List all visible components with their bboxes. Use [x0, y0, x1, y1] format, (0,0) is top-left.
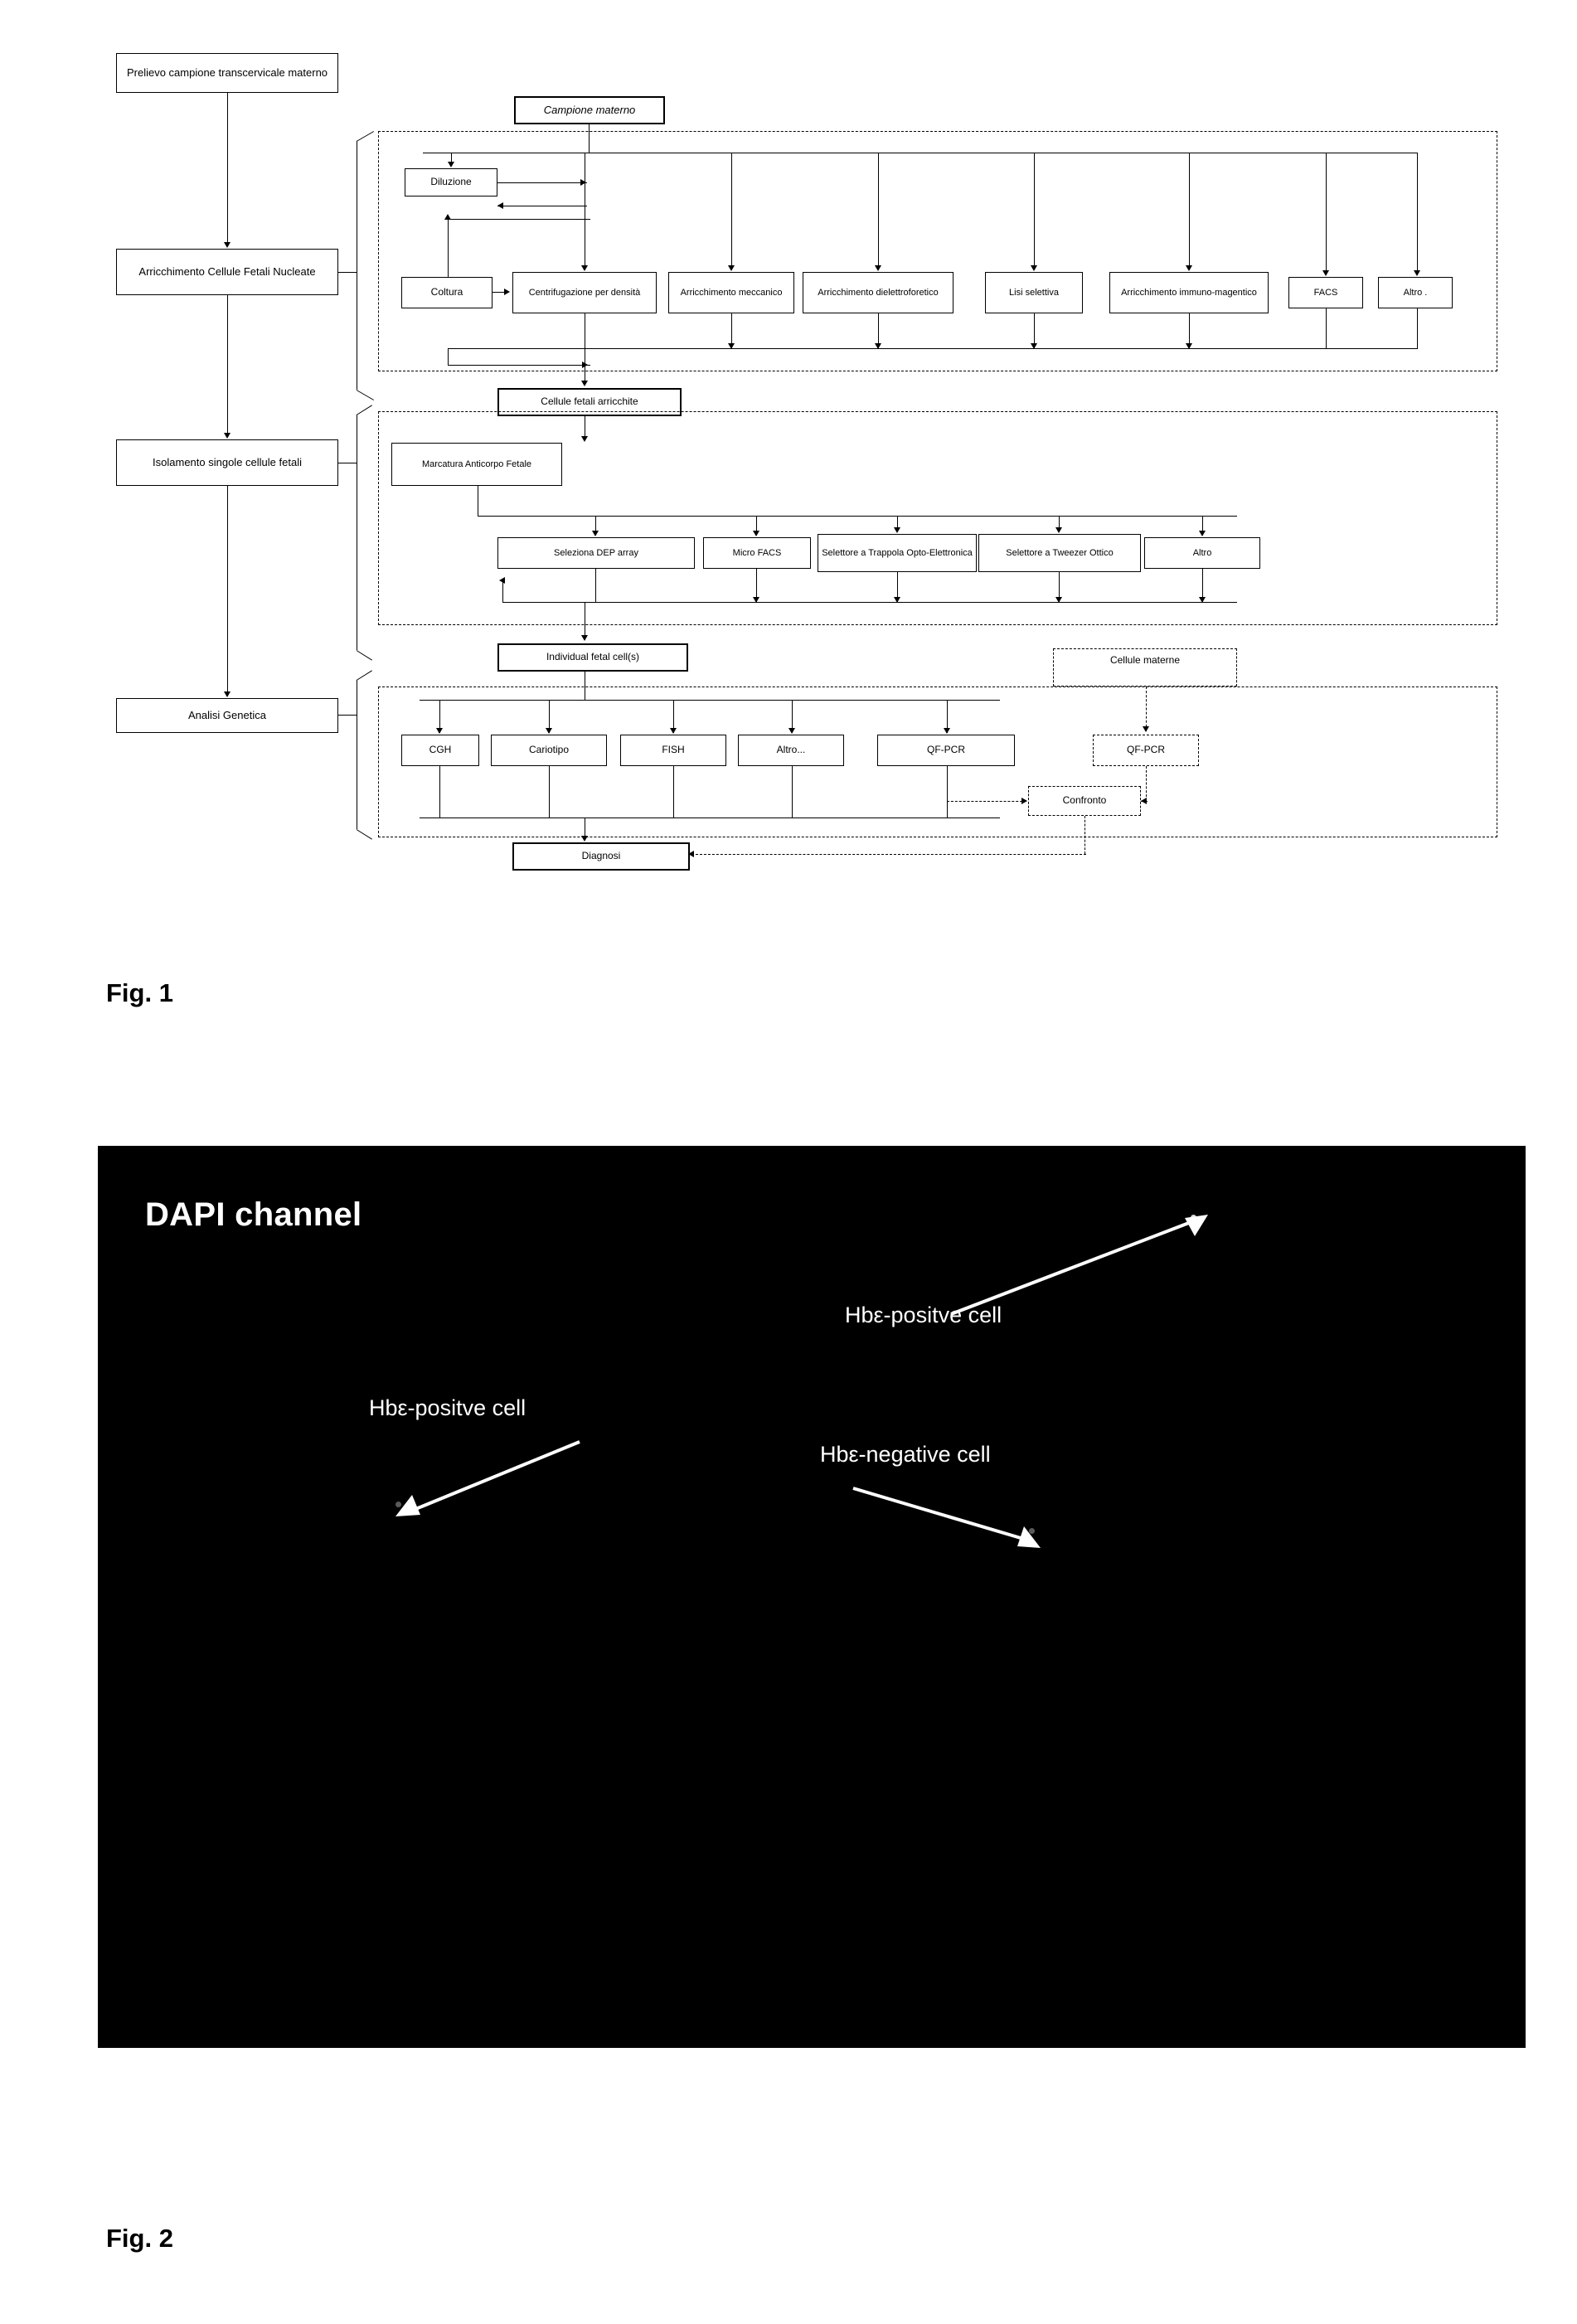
- connector-altro3-down: [792, 766, 793, 818]
- connector-bus-tweezer: [1059, 516, 1060, 527]
- box-qfpcr-maternal: [1093, 735, 1199, 766]
- fig2-dapi-image: [115, 1163, 1508, 2030]
- box-diluzione: [405, 168, 497, 196]
- bracket-stage2-b: [357, 650, 372, 661]
- box-centrifugazione: [512, 272, 657, 313]
- box-arricchimento-immunomagnetico-label: Arricchimento immuno-magentico: [1121, 287, 1257, 298]
- connector-left-1: [227, 93, 228, 242]
- arrowhead-centrif: [581, 265, 588, 271]
- bracket-stage3-top: [338, 715, 357, 716]
- bracket-stage1-a: [357, 131, 374, 142]
- box-coltura: [401, 277, 493, 308]
- arrowhead-mecc-down: [728, 343, 735, 349]
- arrowhead-diel-down: [875, 343, 881, 349]
- connector-dep-down: [595, 569, 596, 602]
- box-campione-materno-label: Campione materno: [543, 103, 636, 116]
- fig2-image-panel: [98, 1146, 1526, 2048]
- connector-qfpcr-down: [947, 766, 948, 818]
- connector-qfpcrmat-down: [1146, 766, 1147, 801]
- arrowhead-left-1: [224, 242, 230, 248]
- box-altro-stage1: [1378, 277, 1453, 308]
- fig2-channel-title: [145, 1196, 361, 1234]
- box-cgh-label: CGH: [429, 744, 452, 756]
- arrowhead-coltura-right: [504, 289, 510, 295]
- connector-stage1-bottom-left-v: [448, 348, 449, 365]
- box-facs-label: FACS: [1313, 287, 1338, 298]
- box-confronto-label: Confronto: [1062, 794, 1107, 807]
- flow-box-arricchimento: [116, 249, 338, 295]
- arrowhead-diel: [875, 265, 881, 271]
- fig2-caption: [106, 2224, 173, 2254]
- connector-confronto-down: [1084, 816, 1085, 854]
- box-arricchimento-meccanico-label: Arricchimento meccanico: [680, 287, 783, 298]
- fig1-caption: [106, 978, 173, 1008]
- connector-bus-dep: [595, 516, 596, 531]
- arrowhead-cariotipo: [546, 728, 552, 734]
- box-arricchimento-dielettroforetico: [803, 272, 953, 313]
- box-micro-facs-label: Micro FACS: [732, 547, 782, 558]
- bracket-stage1-b: [357, 390, 374, 400]
- box-diluzione-label: Diluzione: [430, 176, 472, 188]
- box-marcatura-anticorpo: [391, 443, 562, 486]
- box-selettore-trappola: [818, 534, 977, 572]
- connector-campione-down: [589, 124, 590, 153]
- annotation-arrow-2: [389, 1437, 588, 1520]
- flow-box-isolamento-label: Isolamento singole cellule fetali: [153, 455, 302, 468]
- box-confronto: [1028, 786, 1141, 816]
- box-qfpcr-fetal-label: QF-PCR: [927, 744, 965, 756]
- arrowhead-facs: [1322, 270, 1329, 276]
- arrowhead-lisi: [1031, 265, 1037, 271]
- bracket-stage3-a: [357, 670, 372, 681]
- connector-bus-facs: [1326, 153, 1327, 270]
- connector-left-2: [227, 295, 228, 433]
- box-lisi-selettiva: [985, 272, 1083, 313]
- box-diagnosi: [512, 842, 690, 871]
- annotation-hbe-positive-2-text: Hbε-positve cell: [369, 1395, 526, 1420]
- flow-box-arricchimento-label: Arricchimento Cellule Fetali Nucleate: [138, 264, 316, 278]
- arrowhead-stage2-return: [499, 577, 505, 584]
- arrowhead-microfacs: [753, 531, 759, 536]
- arrowhead-left-3: [224, 691, 230, 697]
- box-arricchimento-dielettroforetico-label: Arricchimento dielettroforetico: [818, 287, 939, 298]
- flow-box-prelievo: [116, 53, 338, 93]
- arrowhead-trappola: [894, 527, 900, 533]
- box-arricchimento-meccanico: [668, 272, 794, 313]
- annotation-hbe-negative-text: Hbε-negative cell: [820, 1442, 991, 1467]
- connector-fish-down: [673, 766, 674, 818]
- connector-cariotipo-down: [549, 766, 550, 818]
- arrowhead-immuno: [1186, 265, 1192, 271]
- connector-maternal-down: [1146, 687, 1147, 731]
- arrowhead-to-individual: [581, 635, 588, 641]
- box-micro-facs: [703, 537, 811, 569]
- arrowhead-left-2: [224, 433, 230, 439]
- connector-cgh-down: [439, 766, 440, 818]
- arrowhead-cgh: [436, 728, 443, 734]
- flow-box-prelievo-label: Prelievo campione transcervicale materno: [126, 65, 328, 79]
- annotation-hbe-positive-1-text: Hbε-positve cell: [845, 1303, 1002, 1327]
- box-lisi-selettiva-label: Lisi selettiva: [1009, 287, 1059, 298]
- bus-stage1-bottom: [448, 348, 1418, 349]
- flow-box-analisi: [116, 698, 338, 733]
- arrowhead-microfacs-down: [753, 597, 759, 603]
- box-facs: [1288, 277, 1363, 308]
- connector-bus-diel: [878, 153, 879, 265]
- box-altro-stage3: [738, 735, 844, 766]
- box-individual-fetal-cells: [497, 643, 688, 672]
- box-cariotipo: [491, 735, 607, 766]
- arrowhead-trappola-down: [894, 597, 900, 603]
- label-cellule-materne: [1053, 648, 1237, 673]
- bracket-stage2-a: [357, 405, 372, 415]
- label-cellule-materne-text: Cellule materne: [1109, 654, 1181, 667]
- annotation-hbe-positive-2: [369, 1395, 526, 1421]
- arrowhead-mecc: [728, 265, 735, 271]
- box-fish-label: FISH: [662, 744, 685, 756]
- box-altro-stage2-label: Altro: [1192, 547, 1212, 558]
- connector-coltura-up: [448, 219, 449, 277]
- box-cariotipo-label: Cariotipo: [528, 744, 570, 756]
- box-altro-stage2: [1144, 537, 1260, 569]
- box-selettore-tweezer: [978, 534, 1141, 572]
- annotation-hbe-negative: [820, 1442, 991, 1468]
- box-arricchimento-immunomagnetico: [1109, 272, 1269, 313]
- box-coltura-label: Coltura: [430, 286, 463, 298]
- connector-confronto-to-diagnosi: [691, 854, 1086, 855]
- arrowhead-altro3: [788, 728, 795, 734]
- fig2-channel-title-text: DAPI channel: [145, 1196, 362, 1233]
- connector-bus-immuno: [1189, 153, 1190, 265]
- connector-bus-altro1: [1417, 153, 1418, 270]
- arrowhead-lisi-down: [1031, 343, 1037, 349]
- box-qfpcr-fetal: [877, 735, 1015, 766]
- arrowhead-altro2: [1199, 531, 1206, 536]
- arrowhead-diluzione: [448, 162, 454, 167]
- arrowhead-dep: [592, 531, 599, 536]
- box-altro-stage3-label: Altro...: [776, 744, 806, 756]
- connector-diluzione-right: [497, 182, 587, 183]
- arrowhead-immuno-down: [1186, 343, 1192, 349]
- arrowhead-to-confronto-right: [1141, 798, 1147, 804]
- arrowhead-altro1: [1414, 270, 1420, 276]
- bus-stage3-top: [420, 700, 1000, 701]
- connector-coltura-feedback: [448, 219, 590, 220]
- box-diagnosi-label: Diagnosi: [581, 850, 621, 862]
- arrowhead-maternal-down: [1143, 726, 1149, 732]
- box-qfpcr-maternal-label: QF-PCR: [1127, 744, 1165, 756]
- arrowhead-to-arricchite: [581, 381, 588, 386]
- connector-bus-lisi: [1034, 153, 1035, 265]
- arrowhead-to-confronto-left: [1021, 798, 1027, 804]
- annotation-arrow-1: [944, 1211, 1218, 1319]
- box-seleziona-dep-array-label: Seleziona DEP array: [554, 547, 638, 558]
- box-cgh: [401, 735, 479, 766]
- box-centrifugazione-label: Centrifugazione per densità: [528, 287, 641, 298]
- arrowhead-diluzione-left2: [497, 202, 503, 209]
- connector-facs-down: [1326, 308, 1327, 348]
- connector-left-3: [227, 486, 228, 691]
- connector-bus-mecc: [731, 153, 732, 265]
- flow-box-analisi-label: Analisi Genetica: [188, 708, 266, 721]
- fig1-caption-text: Fig. 1: [106, 978, 173, 1007]
- bus-stage2-bottom: [502, 602, 1237, 603]
- box-cellule-fetali-arricchite-label: Cellule fetali arricchite: [541, 395, 638, 408]
- box-altro-stage1-label: Altro .: [1403, 287, 1428, 298]
- bracket-stage1-top: [338, 272, 357, 273]
- box-selettore-trappola-label: Selettore a Trappola Opto-Elettronica: [822, 547, 973, 558]
- box-selettore-tweezer-label: Selettore a Tweezer Ottico: [1006, 547, 1114, 558]
- bus-stage2-top: [478, 516, 1237, 517]
- connector-bus-microfacs: [756, 516, 757, 531]
- bracket-stage3-b: [357, 829, 372, 840]
- box-fish: [620, 735, 726, 766]
- box-campione-materno: [514, 96, 665, 124]
- stage1-group: [378, 131, 1497, 371]
- arrowhead-tweezer-down: [1055, 597, 1062, 603]
- arrowhead-arricchite-down: [581, 436, 588, 442]
- arrowhead-diluzione-right: [580, 179, 586, 186]
- arrowhead-fish: [670, 728, 677, 734]
- arrowhead-tweezer: [1055, 527, 1062, 533]
- arrowhead-altro2-down: [1199, 597, 1206, 603]
- annotation-arrow-3: [845, 1483, 1052, 1558]
- connector-stage1-bottom-left: [448, 365, 590, 366]
- connector-bus-trappola: [897, 516, 898, 527]
- box-individual-fetal-cells-label: Individual fetal cell(s): [546, 651, 640, 663]
- box-marcatura-anticorpo-label: Marcatura Anticorpo Fetale: [421, 458, 532, 469]
- arrowhead-qfpcr: [944, 728, 950, 734]
- box-seleziona-dep-array: [497, 537, 695, 569]
- arrowhead-to-diagnosi: [581, 836, 588, 842]
- fig2-caption-text: Fig. 2: [106, 2224, 173, 2253]
- connector-bus-diluzione: [451, 153, 452, 162]
- connector-qfpcrfetal-to-confronto: [947, 801, 1026, 802]
- connector-bus-altro2: [1202, 516, 1203, 531]
- flow-box-isolamento: [116, 439, 338, 486]
- connector-altro1-down: [1417, 308, 1418, 348]
